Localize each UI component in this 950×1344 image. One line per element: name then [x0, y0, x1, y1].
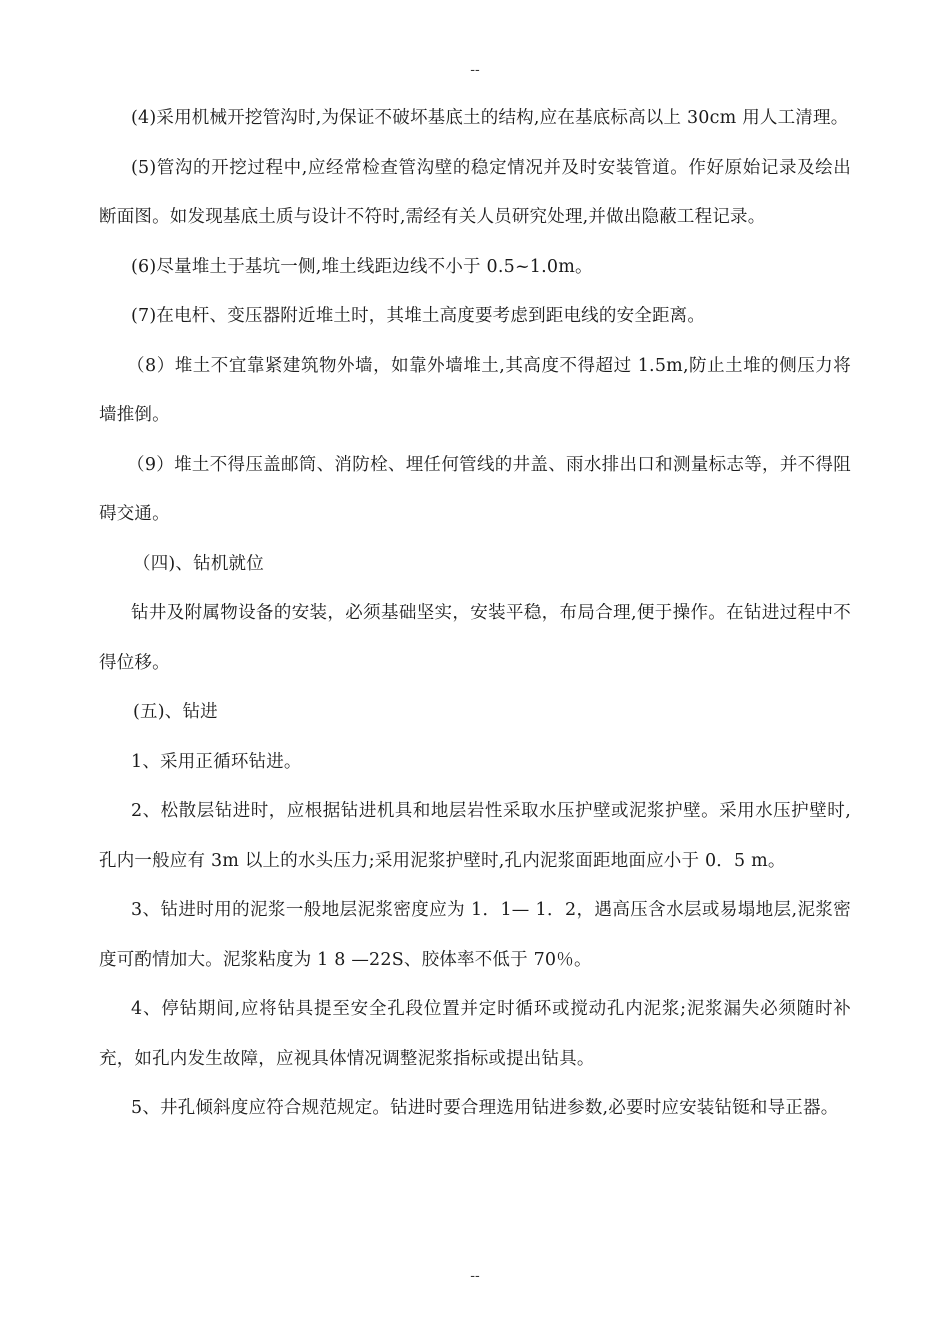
paragraph-drill-installation: 钻井及附属物设备的安装，必须基础坚实，安装平稳，布局合理,便于操作。在钻进过程中不得位移。: [99, 603, 851, 673]
paragraph-drilling-2: 2、松散层钻进时，应根据钻进机具和地层岩性采取水压护壁或泥浆护壁。采用水压护壁时,孔内一般应有 3m 以上的水头压力;采用泥浆护壁时,孔内泥浆面距地面应小于 0．5 m。: [99, 801, 851, 871]
paragraph-item-5: (5)管沟的开挖过程中,应经常检查管沟壁的稳定情况并及时安装管道。作好原始记录及绘出断面图。如发现基底土质与设计不符时,需经有关人员研究处理,并做出隐蔽工程记录。: [99, 157, 851, 227]
paragraph-item-6: (6)尽量堆土于基坑一侧,堆土线距边线不小于 0.5~1.0m。: [131, 256, 593, 277]
paragraph-item-9: （9）堆土不得压盖邮筒、消防栓、埋任何管线的井盖、雨水排出口和测量标志等，并不得阻碍交通。: [99, 454, 851, 524]
paragraph-drilling-1: 1、采用正循环钻进。: [131, 751, 302, 772]
paragraph-drilling-5: 5、井孔倾斜度应符合规范规定。钻进时要合理选用钻进参数,必要时应安装钻铤和导正器。: [131, 1098, 839, 1118]
paragraph-drilling-3: 3、钻进时用的泥浆一般地层泥浆密度应为 1．1— 1．2，遇高压含水层或易塌地层,泥浆密度可酌情加大。泥浆粘度为 1 8 —22S、胶体率不低于 70％。: [99, 900, 851, 970]
page-header-marker: --: [470, 62, 480, 78]
section-heading-drilling: (五)、钻进: [133, 702, 218, 722]
paragraph-drilling-4: 4、停钻期间,应将钻具提至安全孔段位置并定时循环或搅动孔内泥浆;泥浆漏失必须随时补充，如孔内发生故障，应视具体情况调整泥浆指标或提出钻具。: [99, 999, 851, 1069]
document-body: [99, 94, 851, 1134]
section-heading-drill-positioning: （四)、钻机就位: [133, 553, 264, 574]
paragraph-item-7: (7)在电杆、变压器附近堆土时，其堆土高度要考虑到距电线的安全距离。: [131, 306, 706, 326]
paragraph-item-8: （8）堆土不宜靠紧建筑物外墙，如靠外墙堆土,其高度不得超过 1.5m,防止土堆的侧压力将墙推倒。: [99, 355, 851, 425]
page-footer-marker: --: [470, 1268, 480, 1284]
paragraph-item-4: (4)采用机械开挖管沟时,为保证不破坏基底土的结构,应在基底标高以上 30cm 用人工清理。: [131, 108, 849, 128]
